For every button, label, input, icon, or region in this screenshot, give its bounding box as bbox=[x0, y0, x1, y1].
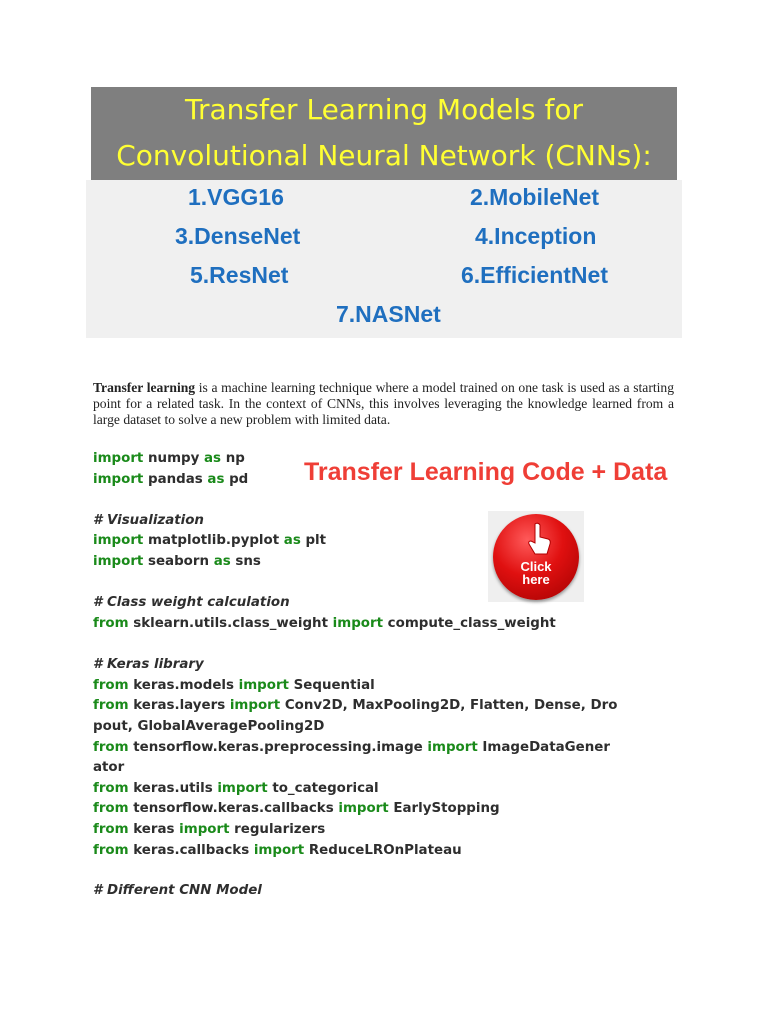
code-text: keras.models bbox=[128, 678, 239, 693]
code-keyword: import bbox=[93, 554, 144, 569]
code-keyword: as bbox=[283, 533, 301, 548]
code-comment: # Class weight calculation bbox=[93, 595, 290, 610]
code-keyword: as bbox=[207, 472, 225, 487]
code-text: pd bbox=[224, 472, 249, 487]
model-item-vgg16: 1.VGG16 bbox=[188, 184, 284, 210]
code-text: sklearn.utils.class_weight bbox=[128, 616, 333, 631]
code-line bbox=[93, 678, 375, 693]
code-keyword: from bbox=[93, 843, 129, 858]
code-keyword: import bbox=[238, 678, 289, 693]
intro-paragraph bbox=[93, 380, 674, 428]
click-label-line-2: here bbox=[522, 572, 550, 587]
pointer-hand-icon bbox=[525, 522, 553, 558]
code-text: seaborn bbox=[143, 554, 214, 569]
code-text: to_categorical bbox=[267, 781, 379, 796]
code-keyword: import bbox=[93, 472, 144, 487]
banner-title-line-2: Convolutional Neural Network (CNNs): bbox=[116, 139, 652, 172]
model-item-inception: 4.Inception bbox=[475, 223, 597, 249]
code-keyword: as bbox=[204, 451, 222, 466]
code-text: tensorflow.keras.preprocessing.image bbox=[128, 740, 428, 755]
code-keyword: import bbox=[93, 533, 144, 548]
model-list bbox=[86, 180, 682, 338]
click-button-label bbox=[493, 560, 579, 586]
code-keyword: import bbox=[253, 843, 305, 858]
code-text: keras.callbacks bbox=[128, 843, 254, 858]
code-line bbox=[93, 822, 325, 837]
code-line bbox=[93, 451, 245, 466]
code-text: Sequential bbox=[288, 678, 375, 693]
code-text: matplotlib.pyplot bbox=[143, 533, 284, 548]
code-line bbox=[93, 801, 500, 816]
code-line bbox=[93, 740, 610, 755]
code-keyword: import bbox=[338, 801, 389, 816]
code-keyword: import bbox=[229, 698, 281, 713]
code-keyword: from bbox=[93, 781, 129, 796]
code-text: pandas bbox=[143, 472, 208, 487]
code-text: plt bbox=[300, 533, 327, 548]
code-comment: # Different CNN Model bbox=[93, 883, 262, 898]
code-text: regularizers bbox=[229, 822, 326, 837]
code-line bbox=[93, 698, 617, 713]
intro-text: is a machine learning technique where a model trained on one task is used as a starting point for a related task. In the context of CNNs, this involves leveraging the knowledge learned from a large dataset to solve a new problem with limited data. bbox=[93, 380, 674, 427]
intro-bold-term: Transfer learning bbox=[93, 380, 196, 395]
click-here-button[interactable] bbox=[488, 511, 584, 602]
banner-title-line-1: Transfer Learning Models for bbox=[184, 93, 583, 126]
code-keyword: import bbox=[217, 781, 268, 796]
code-line bbox=[93, 472, 248, 487]
code-line bbox=[93, 616, 556, 631]
code-comment: # Visualization bbox=[93, 513, 204, 528]
code-keyword: from bbox=[93, 801, 129, 816]
code-text: numpy bbox=[143, 451, 205, 466]
code-keyword: import bbox=[93, 451, 144, 466]
code-keyword: from bbox=[93, 698, 129, 713]
code-keyword: import bbox=[427, 740, 478, 755]
code-line-wrap: pout, GlobalAveragePooling2D bbox=[93, 719, 325, 734]
code-keyword: from bbox=[93, 678, 129, 693]
code-line bbox=[93, 843, 462, 858]
click-button-circle[interactable] bbox=[493, 514, 579, 600]
model-item-densenet: 3.DenseNet bbox=[175, 223, 301, 249]
model-item-efficientnet: 6.EfficientNet bbox=[461, 262, 608, 288]
code-text: keras.utils bbox=[128, 781, 218, 796]
code-text: keras.layers bbox=[128, 698, 230, 713]
model-item-nasnet: 7.NASNet bbox=[336, 301, 441, 327]
code-keyword: from bbox=[93, 616, 129, 631]
code-keyword: as bbox=[213, 554, 231, 569]
click-label-line-1: Click bbox=[520, 559, 552, 574]
code-keyword: from bbox=[93, 740, 129, 755]
code-text: compute_class_weight bbox=[383, 616, 556, 631]
code-keyword: from bbox=[93, 822, 129, 837]
code-text: keras bbox=[128, 822, 180, 837]
code-text: ReduceLROnPlateau bbox=[304, 843, 462, 858]
code-text: Conv2D, MaxPooling2D, Flatten, Dense, Dro bbox=[280, 698, 618, 713]
title-banner bbox=[91, 87, 677, 180]
code-keyword: import bbox=[332, 616, 384, 631]
model-item-mobilenet: 2.MobileNet bbox=[470, 184, 600, 210]
code-keyword: import bbox=[179, 822, 230, 837]
code-line bbox=[93, 781, 379, 796]
code-text: tensorflow.keras.callbacks bbox=[128, 801, 339, 816]
code-text: ImageDataGener bbox=[477, 740, 610, 755]
code-text: np bbox=[221, 451, 245, 466]
code-comment: # Keras library bbox=[93, 657, 204, 672]
promo-title-link[interactable]: Transfer Learning Code + Data bbox=[304, 458, 668, 486]
code-line bbox=[93, 533, 326, 548]
code-text: EarlyStopping bbox=[388, 801, 500, 816]
code-line-wrap: ator bbox=[93, 760, 125, 775]
code-line bbox=[93, 554, 261, 569]
model-item-resnet: 5.ResNet bbox=[190, 262, 289, 288]
code-text: sns bbox=[230, 554, 261, 569]
